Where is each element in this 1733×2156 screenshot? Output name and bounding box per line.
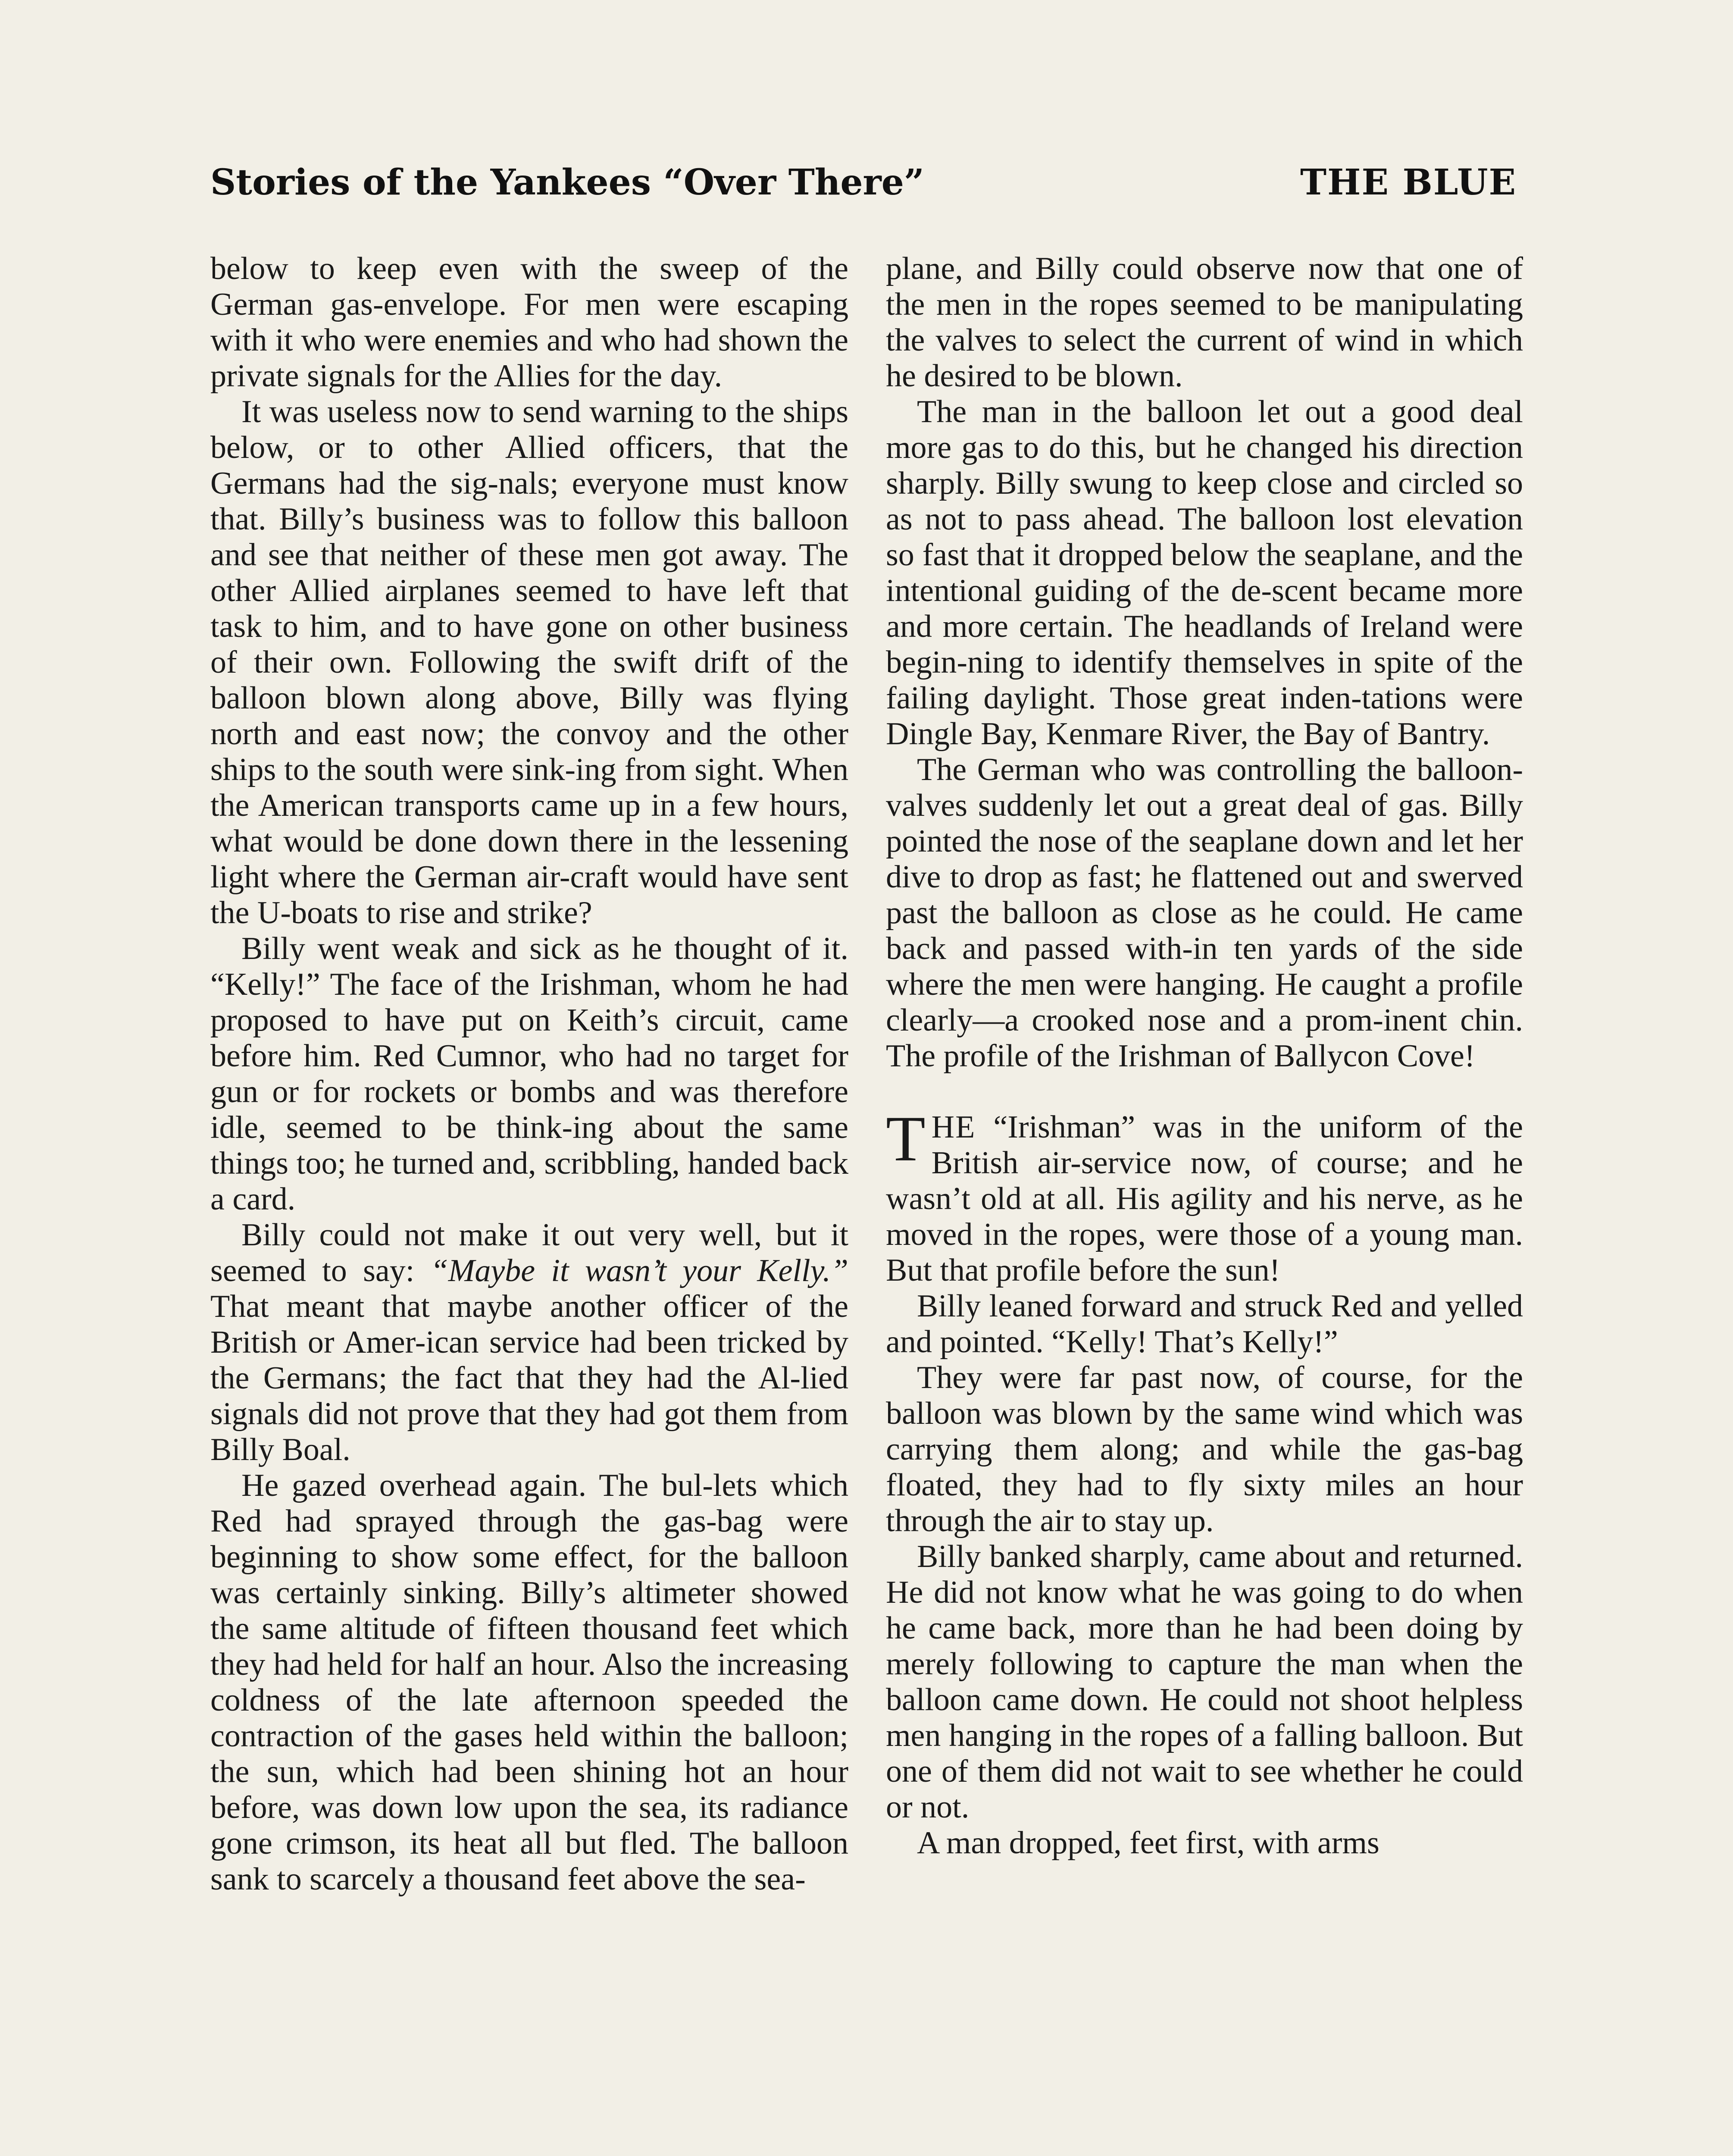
header-story-title: Stories of the Yankees “Over There” — [210, 162, 925, 203]
paragraph: Billy went weak and sick as he thought of it. “Kelly!” The face of the Irishman, whom he had proposed to have put on Keith’s circuit, came before him. Red Cumnor, who had no target for gun or for rockets or bombs and was therefore idle, seemed to be think-ing about the same things too; he turned and, scribbling, handed back a card. — [210, 931, 848, 1217]
running-header — [210, 162, 1517, 209]
right-text-column — [886, 251, 1523, 1861]
header-magazine-title: THE BLUE — [1300, 162, 1517, 203]
paragraph: Billy banked sharply, came about and returned. He did not know what he was going to do when he came back, more than he had been doing by merely following to capture the man when the balloon came down. He could not shoot helpless men hanging in the ropes of a falling balloon. But one of them did not wait to see whether he could or not. — [886, 1539, 1523, 1825]
paragraph: He gazed overhead again. The bul-lets which Red had sprayed through the gas-bag were beginning to show some effect, for the balloon was certainly sinking. Billy’s altimeter showed the same altitude of fifteen thousand feet which they had held for half an hour. Also the increasing coldness of the late afternoon speeded the contraction of the gases held within the balloon; the sun, which had been shining hot an hour before, was down low upon the sea, its radiance gone crimson, its heat all but fled. The balloon sank to scarcely a thousand feet above the sea- — [210, 1468, 848, 1897]
paragraph: Billy leaned forward and struck Red and yelled and pointed. “Kelly! That’s Kelly!” — [886, 1288, 1523, 1360]
paragraph-text: That meant that maybe another officer of the British or Amer-ican service had been tricked by the Germans; the fact that they had the Al-lied signals did not prove that they had got them from Billy Boal. — [210, 1289, 848, 1467]
paragraph: A man dropped, feet first, with arms — [917, 1825, 1380, 1861]
paragraph: below to keep even with the sweep of the German gas-envelope. For men were escaping with it who were enemies and who had shown the private signals for the Allies for the day. — [210, 251, 848, 394]
paragraph: It was useless now to send warning to the ships below, or to other Allied officers, that the Germans had the sig-nals; everyone must know that. Billy’s business was to follow this balloon and see that neither of these men got away. The other Allied airplanes seemed to have left that task to him, and to have gone on other business of their own. Following the swift drift of the balloon blown along above, Billy was flying north and east now; the convoy and the other ships to the south were sink-ing from sight. When the American transports came up in a few hours, what would be done down there in the lessening light where the German air-craft would have sent the U-boats to rise and strike? — [210, 394, 848, 931]
paragraph-text: Billy could not make it out very well, but it seemed to say: — [210, 1217, 848, 1288]
paragraph: The German who was controlling the balloon-valves suddenly let out a great deal of gas. Billy pointed the nose of the seaplane down and let her dive to drop as fast; he flattened out and swerved past the balloon as close as he could. He came back and passed with-in ten yards of the side where the men were hanging. He caught a profile clearly—a crooked nose and a prom-inent chin. The profile of the Irishman of Ballycon Cove! — [886, 752, 1523, 1074]
italic-quote: “Maybe it wasn’t your Kelly.” — [430, 1253, 848, 1288]
paragraph: plane, and Billy could observe now that one of the men in the ropes seemed to be manipulating the valves to select the current of wind in which he desired to be blown. — [886, 251, 1523, 394]
left-text-column — [210, 251, 848, 1897]
paragraph-text: “Irishman” was in the uniform of the British air-service now, of course; and he wasn’t old at all. His agility and his nerve, as he moved in the ropes, were those of a young man. But that profile before the sun! — [886, 1109, 1523, 1288]
paragraph: They were far past now, of course, for the balloon was blown by the same wind which was carrying them along; and while the gas-bag floated, they had to fly sixty miles an hour through the air to stay up. — [886, 1360, 1523, 1539]
section-opening-paragraph — [886, 1103, 1523, 1288]
small-caps-word: HE — [931, 1109, 976, 1145]
paragraph — [210, 1217, 848, 1468]
drop-cap: T — [886, 1103, 926, 1175]
paragraph: The man in the balloon let out a good deal more gas to do this, but he changed his direction sharply. Billy swung to keep close and circled so as not to pass ahead. The balloon lost elevation so fast that it dropped below the seaplane, and the intentional guiding of the de-scent became more and more certain. The headlands of Ireland were begin-ning to identify themselves in spite of the failing daylight. Those great inden-tations were Dingle Bay, Kenmare River, the Bay of Bantry. — [886, 394, 1523, 752]
